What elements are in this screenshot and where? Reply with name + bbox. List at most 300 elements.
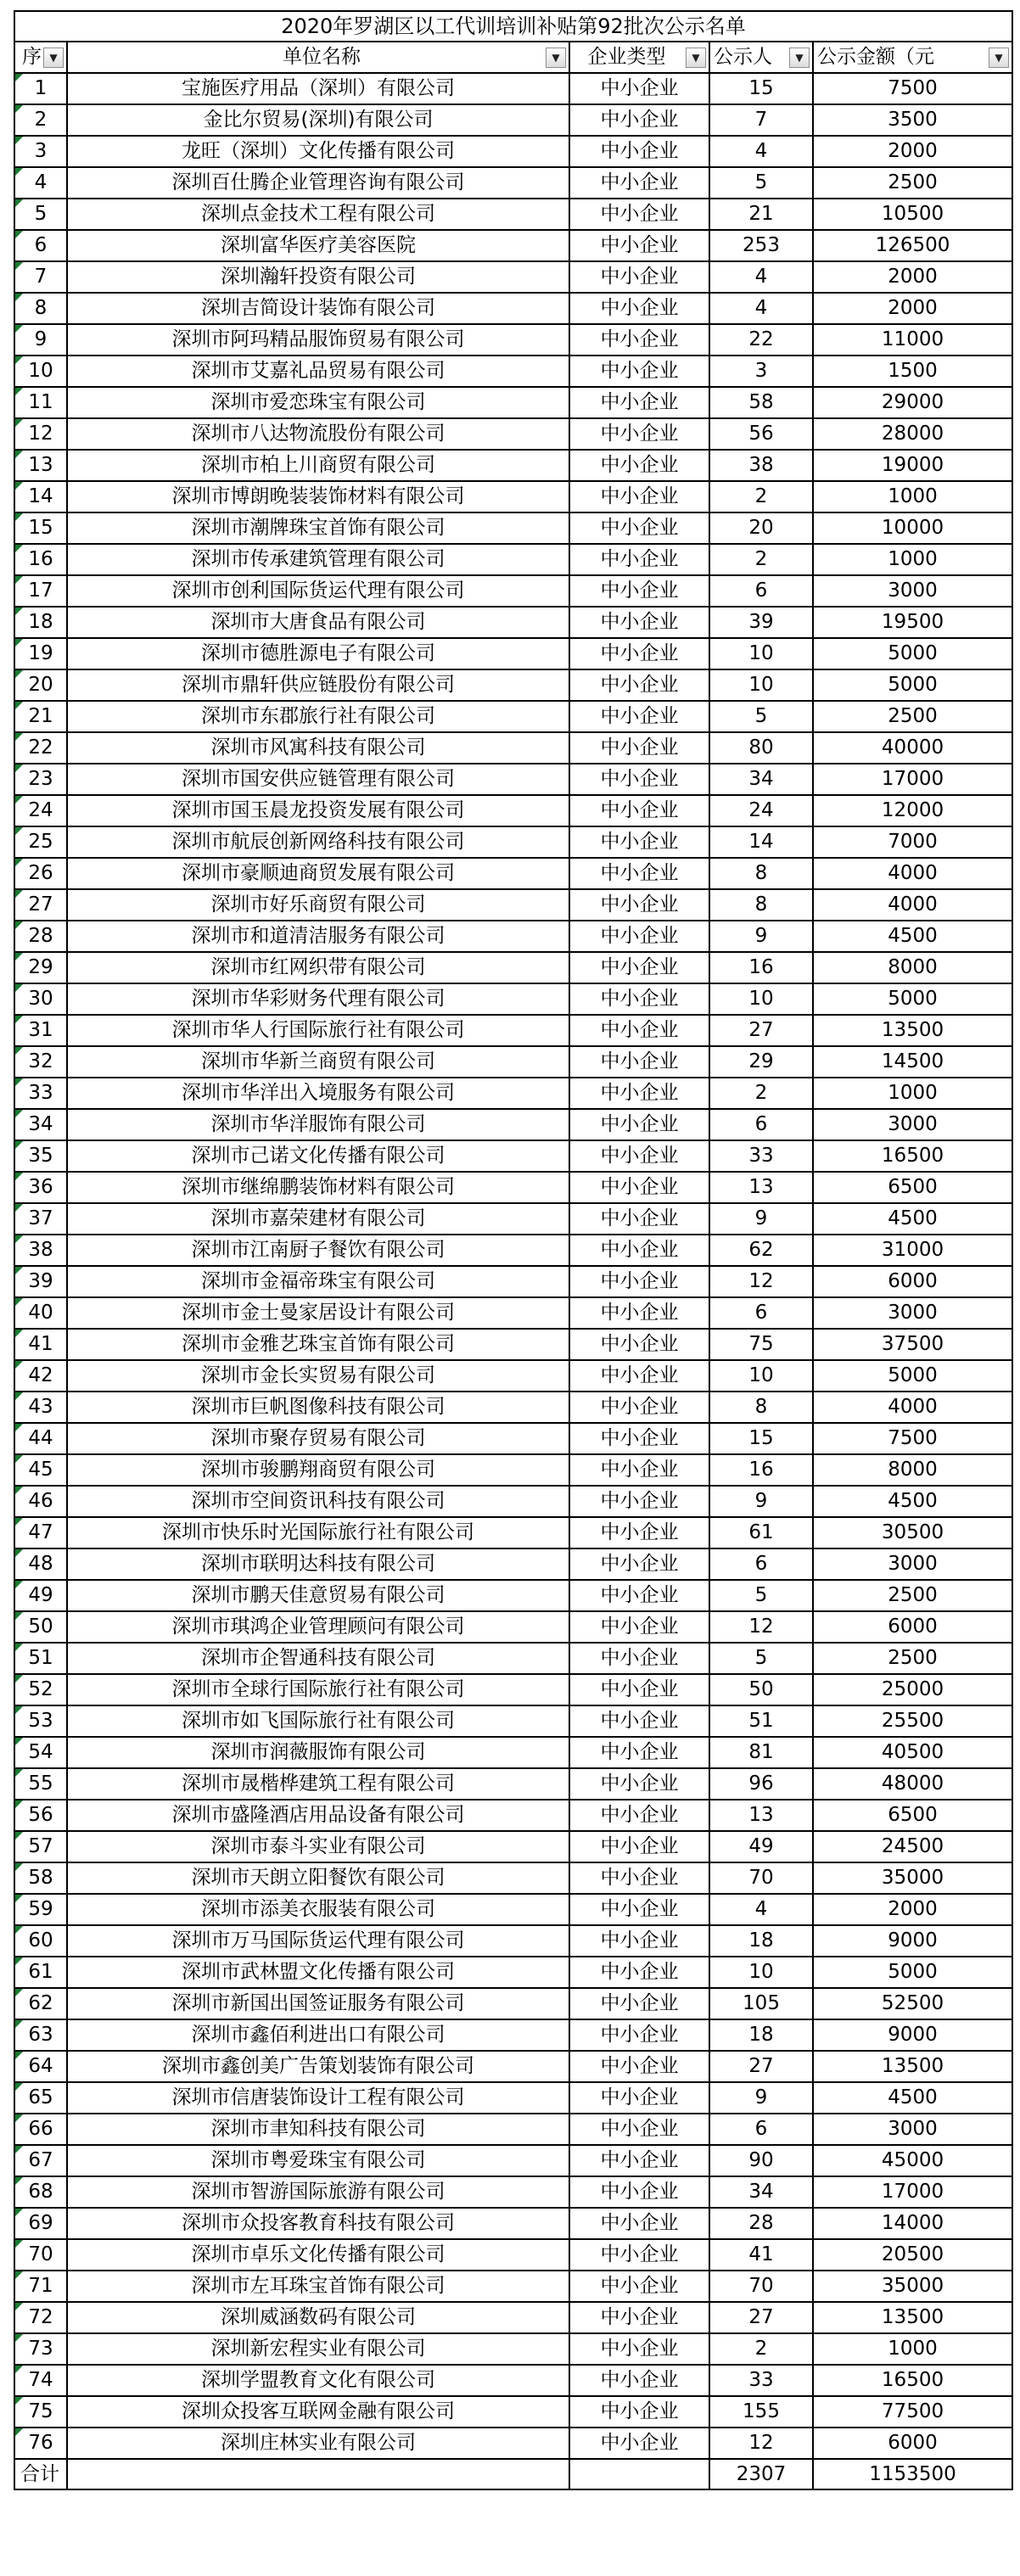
cell-seq[interactable]: 31	[14, 1015, 67, 1046]
cell-amount[interactable]: 9000	[813, 2019, 1012, 2051]
cell-seq[interactable]: 3	[14, 136, 67, 167]
cell-enterprise-type[interactable]: 中小企业	[569, 293, 709, 324]
cell-enterprise-type[interactable]: 中小企业	[569, 544, 709, 575]
cell-company-name[interactable]: 深圳点金技术工程有限公司	[67, 199, 569, 230]
cell-amount[interactable]: 8000	[813, 952, 1012, 983]
cell-seq[interactable]: 18	[14, 607, 67, 638]
cell-seq[interactable]: 7	[14, 261, 67, 293]
cell-people-count[interactable]: 5	[709, 1580, 813, 1611]
cell-amount[interactable]: 2500	[813, 701, 1012, 732]
cell-enterprise-type[interactable]: 中小企业	[569, 764, 709, 795]
cell-enterprise-type[interactable]: 中小企业	[569, 2019, 709, 2051]
cell-people-count[interactable]: 9	[709, 921, 813, 952]
cell-enterprise-type[interactable]: 中小企业	[569, 2396, 709, 2428]
cell-seq[interactable]: 41	[14, 1329, 67, 1360]
cell-seq[interactable]: 42	[14, 1360, 67, 1392]
cell-company-name[interactable]: 深圳市全球行国际旅行社有限公司	[67, 1674, 569, 1705]
cell-people-count[interactable]: 155	[709, 2396, 813, 2428]
cell-amount[interactable]: 7500	[813, 1423, 1012, 1454]
cell-enterprise-type[interactable]: 中小企业	[569, 136, 709, 167]
cell-seq[interactable]: 64	[14, 2051, 67, 2082]
cell-company-name[interactable]: 深圳市红网织带有限公司	[67, 952, 569, 983]
cell-seq[interactable]: 4	[14, 167, 67, 199]
cell-people-count[interactable]: 8	[709, 858, 813, 889]
cell-seq[interactable]: 49	[14, 1580, 67, 1611]
cell-amount[interactable]: 2500	[813, 167, 1012, 199]
cell-people-count[interactable]: 50	[709, 1674, 813, 1705]
cell-company-name[interactable]: 深圳市巨帆图像科技有限公司	[67, 1392, 569, 1423]
filter-dropdown-icon[interactable]: ▼	[989, 48, 1009, 68]
cell-seq[interactable]: 30	[14, 983, 67, 1015]
cell-amount[interactable]: 24500	[813, 1831, 1012, 1862]
cell-company-name[interactable]: 深圳庄林实业有限公司	[67, 2428, 569, 2459]
cell-enterprise-type[interactable]: 中小企业	[569, 1392, 709, 1423]
cell-company-name[interactable]: 深圳市柏上川商贸有限公司	[67, 450, 569, 481]
cell-people-count[interactable]: 4	[709, 1894, 813, 1925]
cell-seq[interactable]: 32	[14, 1046, 67, 1078]
cell-company-name[interactable]: 深圳市八达物流股份有限公司	[67, 418, 569, 450]
cell-enterprise-type[interactable]: 中小企业	[569, 1015, 709, 1046]
cell-people-count[interactable]: 6	[709, 2114, 813, 2145]
cell-seq[interactable]: 48	[14, 1548, 67, 1580]
cell-enterprise-type[interactable]: 中小企业	[569, 1548, 709, 1580]
filter-dropdown-icon[interactable]: ▼	[43, 48, 64, 68]
cell-enterprise-type[interactable]: 中小企业	[569, 983, 709, 1015]
cell-enterprise-type[interactable]: 中小企业	[569, 1329, 709, 1360]
cell-people-count[interactable]: 38	[709, 450, 813, 481]
cell-enterprise-type[interactable]: 中小企业	[569, 2208, 709, 2239]
cell-seq[interactable]: 60	[14, 1925, 67, 1957]
cell-amount[interactable]: 40500	[813, 1737, 1012, 1768]
cell-seq[interactable]: 67	[14, 2145, 67, 2176]
cell-company-name[interactable]: 金比尔贸易(深圳)有限公司	[67, 104, 569, 136]
cell-amount[interactable]: 25500	[813, 1705, 1012, 1737]
cell-seq[interactable]: 29	[14, 952, 67, 983]
cell-enterprise-type[interactable]: 中小企业	[569, 1266, 709, 1297]
cell-enterprise-type[interactable]: 中小企业	[569, 1235, 709, 1266]
cell-seq[interactable]: 74	[14, 2365, 67, 2396]
cell-amount[interactable]: 5000	[813, 1957, 1012, 1988]
cell-enterprise-type[interactable]: 中小企业	[569, 732, 709, 764]
cell-people-count[interactable]: 2	[709, 544, 813, 575]
cell-seq[interactable]: 10	[14, 356, 67, 387]
cell-amount[interactable]: 6000	[813, 2428, 1012, 2459]
cell-enterprise-type[interactable]: 中小企业	[569, 418, 709, 450]
cell-enterprise-type[interactable]: 中小企业	[569, 1894, 709, 1925]
cell-company-name[interactable]: 深圳市华新兰商贸有限公司	[67, 1046, 569, 1078]
cell-enterprise-type[interactable]: 中小企业	[569, 2145, 709, 2176]
cell-people-count[interactable]: 8	[709, 1392, 813, 1423]
cell-people-count[interactable]: 5	[709, 1643, 813, 1674]
cell-seq[interactable]: 9	[14, 324, 67, 356]
cell-amount[interactable]: 3000	[813, 2114, 1012, 2145]
cell-people-count[interactable]: 15	[709, 1423, 813, 1454]
cell-seq[interactable]: 53	[14, 1705, 67, 1737]
cell-amount[interactable]: 13500	[813, 1015, 1012, 1046]
cell-seq[interactable]: 72	[14, 2302, 67, 2333]
cell-enterprise-type[interactable]: 中小企业	[569, 638, 709, 669]
cell-people-count[interactable]: 6	[709, 575, 813, 607]
cell-company-name[interactable]: 深圳市华洋服饰有限公司	[67, 1109, 569, 1140]
cell-company-name[interactable]: 深圳新宏程实业有限公司	[67, 2333, 569, 2365]
cell-seq[interactable]: 66	[14, 2114, 67, 2145]
cell-amount[interactable]: 8000	[813, 1454, 1012, 1486]
cell-seq[interactable]: 35	[14, 1140, 67, 1172]
cell-company-name[interactable]: 深圳市企智通科技有限公司	[67, 1643, 569, 1674]
cell-amount[interactable]: 48000	[813, 1768, 1012, 1800]
cell-amount[interactable]: 10000	[813, 512, 1012, 544]
cell-company-name[interactable]: 深圳市风寓科技有限公司	[67, 732, 569, 764]
cell-company-name[interactable]: 龙旺（深圳）文化传播有限公司	[67, 136, 569, 167]
cell-people-count[interactable]: 49	[709, 1831, 813, 1862]
cell-people-count[interactable]: 6	[709, 1109, 813, 1140]
cell-enterprise-type[interactable]: 中小企业	[569, 1737, 709, 1768]
cell-people-count[interactable]: 7	[709, 104, 813, 136]
cell-people-count[interactable]: 14	[709, 826, 813, 858]
cell-company-name[interactable]: 深圳市添美衣服装有限公司	[67, 1894, 569, 1925]
cell-amount[interactable]: 7500	[813, 73, 1012, 104]
cell-people-count[interactable]: 3	[709, 356, 813, 387]
cell-amount[interactable]: 13500	[813, 2051, 1012, 2082]
cell-enterprise-type[interactable]: 中小企业	[569, 607, 709, 638]
cell-amount[interactable]: 2000	[813, 261, 1012, 293]
cell-amount[interactable]: 11000	[813, 324, 1012, 356]
cell-enterprise-type[interactable]: 中小企业	[569, 1423, 709, 1454]
cell-seq[interactable]: 27	[14, 889, 67, 921]
cell-seq[interactable]: 39	[14, 1266, 67, 1297]
cell-enterprise-type[interactable]: 中小企业	[569, 324, 709, 356]
cell-enterprise-type[interactable]: 中小企业	[569, 387, 709, 418]
cell-company-name[interactable]: 深圳市华洋出入境服务有限公司	[67, 1078, 569, 1109]
cell-company-name[interactable]: 深圳瀚轩投资有限公司	[67, 261, 569, 293]
cell-people-count[interactable]: 80	[709, 732, 813, 764]
cell-seq[interactable]: 44	[14, 1423, 67, 1454]
cell-amount[interactable]: 17000	[813, 2176, 1012, 2208]
cell-people-count[interactable]: 18	[709, 2019, 813, 2051]
cell-enterprise-type[interactable]: 中小企业	[569, 952, 709, 983]
cell-seq[interactable]: 23	[14, 764, 67, 795]
cell-enterprise-type[interactable]: 中小企业	[569, 2114, 709, 2145]
cell-amount[interactable]: 19500	[813, 607, 1012, 638]
cell-seq[interactable]: 12	[14, 418, 67, 450]
cell-company-name[interactable]: 深圳市豪顺迪商贸发展有限公司	[67, 858, 569, 889]
cell-enterprise-type[interactable]: 中小企业	[569, 1674, 709, 1705]
cell-seq[interactable]: 70	[14, 2239, 67, 2271]
cell-amount[interactable]: 3000	[813, 575, 1012, 607]
cell-company-name[interactable]: 深圳富华医疗美容医院	[67, 230, 569, 261]
cell-amount[interactable]: 5000	[813, 669, 1012, 701]
cell-company-name[interactable]: 深圳市新国出国签证服务有限公司	[67, 1988, 569, 2019]
cell-people-count[interactable]: 20	[709, 512, 813, 544]
cell-company-name[interactable]: 深圳市晟楷桦建筑工程有限公司	[67, 1768, 569, 1800]
cell-company-name[interactable]: 深圳市智游国际旅游有限公司	[67, 2176, 569, 2208]
cell-amount[interactable]: 31000	[813, 1235, 1012, 1266]
cell-enterprise-type[interactable]: 中小企业	[569, 104, 709, 136]
cell-amount[interactable]: 4500	[813, 2082, 1012, 2114]
cell-enterprise-type[interactable]: 中小企业	[569, 1360, 709, 1392]
cell-company-name[interactable]: 深圳市传承建筑管理有限公司	[67, 544, 569, 575]
cell-enterprise-type[interactable]: 中小企业	[569, 73, 709, 104]
cell-enterprise-type[interactable]: 中小企业	[569, 1078, 709, 1109]
cell-enterprise-type[interactable]: 中小企业	[569, 1957, 709, 1988]
cell-amount[interactable]: 12000	[813, 795, 1012, 826]
cell-people-count[interactable]: 27	[709, 2051, 813, 2082]
cell-amount[interactable]: 5000	[813, 1360, 1012, 1392]
cell-people-count[interactable]: 96	[709, 1768, 813, 1800]
cell-seq[interactable]: 61	[14, 1957, 67, 1988]
cell-enterprise-type[interactable]: 中小企业	[569, 1643, 709, 1674]
cell-company-name[interactable]: 深圳市江南厨子餐饮有限公司	[67, 1235, 569, 1266]
cell-company-name[interactable]: 深圳市聚存贸易有限公司	[67, 1423, 569, 1454]
cell-people-count[interactable]: 22	[709, 324, 813, 356]
cell-seq[interactable]: 14	[14, 481, 67, 512]
cell-people-count[interactable]: 27	[709, 1015, 813, 1046]
cell-seq[interactable]: 65	[14, 2082, 67, 2114]
cell-enterprise-type[interactable]: 中小企业	[569, 2428, 709, 2459]
cell-amount[interactable]: 1000	[813, 544, 1012, 575]
cell-company-name[interactable]: 深圳市万马国际货运代理有限公司	[67, 1925, 569, 1957]
cell-seq[interactable]: 71	[14, 2271, 67, 2302]
cell-seq[interactable]: 62	[14, 1988, 67, 2019]
cell-enterprise-type[interactable]: 中小企业	[569, 1831, 709, 1862]
cell-company-name[interactable]: 深圳市潮牌珠宝首饰有限公司	[67, 512, 569, 544]
cell-company-name[interactable]: 深圳市国玉晨龙投资发展有限公司	[67, 795, 569, 826]
cell-amount[interactable]: 20500	[813, 2239, 1012, 2271]
cell-enterprise-type[interactable]: 中小企业	[569, 167, 709, 199]
cell-enterprise-type[interactable]: 中小企业	[569, 2082, 709, 2114]
cell-enterprise-type[interactable]: 中小企业	[569, 669, 709, 701]
cell-company-name[interactable]: 深圳市盛隆酒店用品设备有限公司	[67, 1800, 569, 1831]
cell-amount[interactable]: 14500	[813, 1046, 1012, 1078]
cell-amount[interactable]: 6500	[813, 1800, 1012, 1831]
cell-company-name[interactable]: 深圳市艾嘉礼品贸易有限公司	[67, 356, 569, 387]
cell-enterprise-type[interactable]: 中小企业	[569, 230, 709, 261]
cell-seq[interactable]: 68	[14, 2176, 67, 2208]
cell-amount[interactable]: 5000	[813, 983, 1012, 1015]
cell-amount[interactable]: 35000	[813, 2271, 1012, 2302]
cell-people-count[interactable]: 8	[709, 889, 813, 921]
filter-dropdown-icon[interactable]: ▼	[686, 48, 706, 68]
cell-seq[interactable]: 5	[14, 199, 67, 230]
cell-seq[interactable]: 15	[14, 512, 67, 544]
cell-amount[interactable]: 52500	[813, 1988, 1012, 2019]
cell-seq[interactable]: 51	[14, 1643, 67, 1674]
cell-amount[interactable]: 4500	[813, 1203, 1012, 1235]
cell-enterprise-type[interactable]: 中小企业	[569, 512, 709, 544]
cell-company-name[interactable]: 深圳市和道清洁服务有限公司	[67, 921, 569, 952]
cell-seq[interactable]: 69	[14, 2208, 67, 2239]
cell-enterprise-type[interactable]: 中小企业	[569, 921, 709, 952]
cell-people-count[interactable]: 33	[709, 2365, 813, 2396]
cell-amount[interactable]: 4500	[813, 921, 1012, 952]
cell-seq[interactable]: 37	[14, 1203, 67, 1235]
cell-amount[interactable]: 2000	[813, 136, 1012, 167]
cell-enterprise-type[interactable]: 中小企业	[569, 2176, 709, 2208]
cell-company-name[interactable]: 深圳市信唐装饰设计工程有限公司	[67, 2082, 569, 2114]
cell-amount[interactable]: 7000	[813, 826, 1012, 858]
cell-enterprise-type[interactable]: 中小企业	[569, 1046, 709, 1078]
cell-amount[interactable]: 45000	[813, 2145, 1012, 2176]
cell-company-name[interactable]: 深圳市琪鸿企业管理顾问有限公司	[67, 1611, 569, 1643]
cell-company-name[interactable]: 深圳市爱恋珠宝有限公司	[67, 387, 569, 418]
cell-people-count[interactable]: 15	[709, 73, 813, 104]
cell-enterprise-type[interactable]: 中小企业	[569, 1580, 709, 1611]
cell-company-name[interactable]: 深圳市阿玛精品服饰贸易有限公司	[67, 324, 569, 356]
cell-enterprise-type[interactable]: 中小企业	[569, 1925, 709, 1957]
cell-amount[interactable]: 9000	[813, 1925, 1012, 1957]
cell-amount[interactable]: 77500	[813, 2396, 1012, 2428]
cell-company-name[interactable]: 深圳众投客互联网金融有限公司	[67, 2396, 569, 2428]
cell-amount[interactable]: 4500	[813, 1486, 1012, 1517]
cell-seq[interactable]: 45	[14, 1454, 67, 1486]
cell-seq[interactable]: 36	[14, 1172, 67, 1203]
cell-people-count[interactable]: 12	[709, 1611, 813, 1643]
cell-company-name[interactable]: 深圳市继绵鹏装饰材料有限公司	[67, 1172, 569, 1203]
cell-company-name[interactable]: 深圳市粤爱珠宝有限公司	[67, 2145, 569, 2176]
cell-enterprise-type[interactable]: 中小企业	[569, 199, 709, 230]
cell-company-name[interactable]: 深圳市天朗立阳餐饮有限公司	[67, 1862, 569, 1894]
cell-amount[interactable]: 2000	[813, 293, 1012, 324]
cell-people-count[interactable]: 56	[709, 418, 813, 450]
cell-amount[interactable]: 10500	[813, 199, 1012, 230]
cell-seq[interactable]: 21	[14, 701, 67, 732]
cell-people-count[interactable]: 58	[709, 387, 813, 418]
cell-people-count[interactable]: 10	[709, 1360, 813, 1392]
cell-enterprise-type[interactable]: 中小企业	[569, 1172, 709, 1203]
cell-amount[interactable]: 37500	[813, 1329, 1012, 1360]
cell-seq[interactable]: 52	[14, 1674, 67, 1705]
cell-enterprise-type[interactable]: 中小企业	[569, 356, 709, 387]
cell-company-name[interactable]: 深圳市鑫创美广告策划装饰有限公司	[67, 2051, 569, 2082]
cell-people-count[interactable]: 4	[709, 293, 813, 324]
cell-people-count[interactable]: 9	[709, 2082, 813, 2114]
cell-company-name[interactable]: 深圳市卓乐文化传播有限公司	[67, 2239, 569, 2271]
cell-people-count[interactable]: 18	[709, 1925, 813, 1957]
cell-seq[interactable]: 25	[14, 826, 67, 858]
cell-people-count[interactable]: 13	[709, 1800, 813, 1831]
cell-seq[interactable]: 16	[14, 544, 67, 575]
cell-amount[interactable]: 2500	[813, 1643, 1012, 1674]
cell-enterprise-type[interactable]: 中小企业	[569, 1297, 709, 1329]
cell-seq[interactable]: 56	[14, 1800, 67, 1831]
cell-company-name[interactable]: 深圳市鼎轩供应链股份有限公司	[67, 669, 569, 701]
cell-amount[interactable]: 6500	[813, 1172, 1012, 1203]
cell-amount[interactable]: 2000	[813, 1894, 1012, 1925]
cell-company-name[interactable]: 深圳市航辰创新网络科技有限公司	[67, 826, 569, 858]
cell-seq[interactable]: 58	[14, 1862, 67, 1894]
cell-enterprise-type[interactable]: 中小企业	[569, 1486, 709, 1517]
cell-seq[interactable]: 38	[14, 1235, 67, 1266]
cell-amount[interactable]: 28000	[813, 418, 1012, 450]
cell-seq[interactable]: 19	[14, 638, 67, 669]
cell-amount[interactable]: 3000	[813, 1548, 1012, 1580]
cell-people-count[interactable]: 6	[709, 1297, 813, 1329]
cell-seq[interactable]: 17	[14, 575, 67, 607]
cell-amount[interactable]: 4000	[813, 858, 1012, 889]
cell-seq[interactable]: 1	[14, 73, 67, 104]
cell-company-name[interactable]: 深圳市国安供应链管理有限公司	[67, 764, 569, 795]
cell-enterprise-type[interactable]: 中小企业	[569, 1768, 709, 1800]
cell-seq[interactable]: 22	[14, 732, 67, 764]
cell-seq[interactable]: 2	[14, 104, 67, 136]
cell-company-name[interactable]: 深圳市武林盟文化传播有限公司	[67, 1957, 569, 1988]
cell-company-name[interactable]: 深圳市嘉荣建材有限公司	[67, 1203, 569, 1235]
cell-enterprise-type[interactable]: 中小企业	[569, 1517, 709, 1548]
cell-amount[interactable]: 4000	[813, 1392, 1012, 1423]
cell-company-name[interactable]: 深圳市东郡旅行社有限公司	[67, 701, 569, 732]
cell-company-name[interactable]: 深圳市金福帝珠宝有限公司	[67, 1266, 569, 1297]
cell-company-name[interactable]: 深圳市大唐食品有限公司	[67, 607, 569, 638]
cell-company-name[interactable]: 深圳市创利国际货运代理有限公司	[67, 575, 569, 607]
cell-company-name[interactable]: 深圳市众投客教育科技有限公司	[67, 2208, 569, 2239]
cell-amount[interactable]: 16500	[813, 1140, 1012, 1172]
cell-amount[interactable]: 35000	[813, 1862, 1012, 1894]
cell-company-name[interactable]: 深圳市骏鹏翔商贸有限公司	[67, 1454, 569, 1486]
cell-company-name[interactable]: 深圳市华人行国际旅行社有限公司	[67, 1015, 569, 1046]
cell-company-name[interactable]: 深圳市金士曼家居设计有限公司	[67, 1297, 569, 1329]
cell-enterprise-type[interactable]: 中小企业	[569, 1140, 709, 1172]
cell-seq[interactable]: 43	[14, 1392, 67, 1423]
cell-seq[interactable]: 26	[14, 858, 67, 889]
cell-seq[interactable]: 8	[14, 293, 67, 324]
cell-seq[interactable]: 34	[14, 1109, 67, 1140]
cell-company-name[interactable]: 深圳市空间资讯科技有限公司	[67, 1486, 569, 1517]
cell-company-name[interactable]: 深圳市泰斗实业有限公司	[67, 1831, 569, 1862]
cell-seq[interactable]: 20	[14, 669, 67, 701]
cell-amount[interactable]: 3000	[813, 1109, 1012, 1140]
cell-people-count[interactable]: 75	[709, 1329, 813, 1360]
cell-people-count[interactable]: 9	[709, 1486, 813, 1517]
cell-company-name[interactable]: 深圳吉简设计装饰有限公司	[67, 293, 569, 324]
cell-people-count[interactable]: 10	[709, 638, 813, 669]
cell-company-name[interactable]: 深圳市快乐时光国际旅行社有限公司	[67, 1517, 569, 1548]
cell-seq[interactable]: 75	[14, 2396, 67, 2428]
cell-people-count[interactable]: 253	[709, 230, 813, 261]
cell-seq[interactable]: 47	[14, 1517, 67, 1548]
cell-enterprise-type[interactable]: 中小企业	[569, 1203, 709, 1235]
cell-people-count[interactable]: 6	[709, 1548, 813, 1580]
cell-people-count[interactable]: 4	[709, 136, 813, 167]
cell-seq[interactable]: 28	[14, 921, 67, 952]
cell-company-name[interactable]: 深圳市德胜源电子有限公司	[67, 638, 569, 669]
cell-people-count[interactable]: 39	[709, 607, 813, 638]
cell-amount[interactable]: 1000	[813, 2333, 1012, 2365]
cell-amount[interactable]: 40000	[813, 732, 1012, 764]
cell-company-name[interactable]: 深圳市己诺文化传播有限公司	[67, 1140, 569, 1172]
cell-enterprise-type[interactable]: 中小企业	[569, 2051, 709, 2082]
cell-people-count[interactable]: 5	[709, 701, 813, 732]
cell-enterprise-type[interactable]: 中小企业	[569, 1611, 709, 1643]
cell-people-count[interactable]: 41	[709, 2239, 813, 2271]
cell-people-count[interactable]: 9	[709, 1203, 813, 1235]
cell-company-name[interactable]: 深圳市好乐商贸有限公司	[67, 889, 569, 921]
cell-company-name[interactable]: 深圳学盟教育文化有限公司	[67, 2365, 569, 2396]
cell-amount[interactable]: 126500	[813, 230, 1012, 261]
cell-amount[interactable]: 4000	[813, 889, 1012, 921]
cell-people-count[interactable]: 81	[709, 1737, 813, 1768]
cell-enterprise-type[interactable]: 中小企业	[569, 575, 709, 607]
cell-enterprise-type[interactable]: 中小企业	[569, 261, 709, 293]
cell-company-name[interactable]: 宝施医疗用品（深圳）有限公司	[67, 73, 569, 104]
cell-people-count[interactable]: 10	[709, 1957, 813, 1988]
cell-amount[interactable]: 5000	[813, 638, 1012, 669]
cell-enterprise-type[interactable]: 中小企业	[569, 2239, 709, 2271]
cell-company-name[interactable]: 深圳市博朗晚装装饰材料有限公司	[67, 481, 569, 512]
cell-amount[interactable]: 3500	[813, 104, 1012, 136]
cell-enterprise-type[interactable]: 中小企业	[569, 701, 709, 732]
cell-company-name[interactable]: 深圳市金雅艺珠宝首饰有限公司	[67, 1329, 569, 1360]
cell-amount[interactable]: 17000	[813, 764, 1012, 795]
